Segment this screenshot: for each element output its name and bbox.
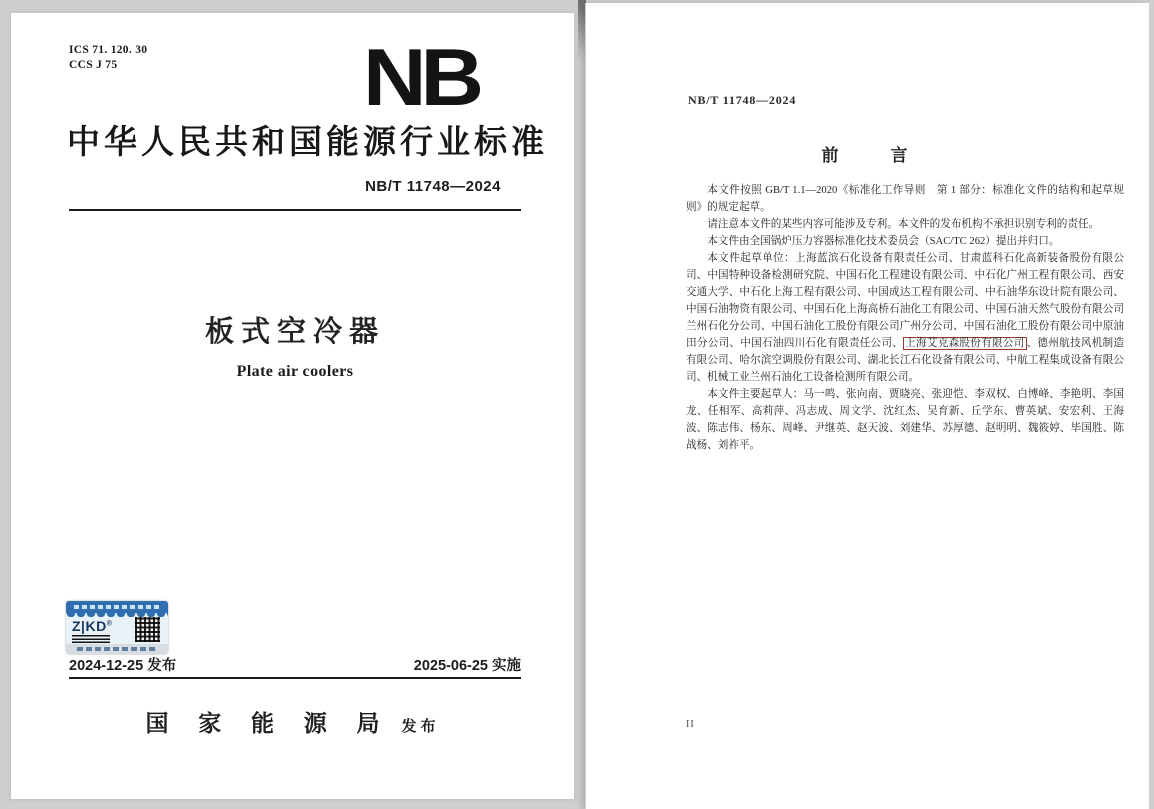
paragraph-patent-notice: 请注意本文件的某些内容可能涉及专利。本文件的发布机构不承担识别专利的责任。	[707, 219, 1100, 230]
implementation-date: 2025-06-25 实施	[413, 658, 521, 674]
paragraph-drafting-rules: 本文件按照 GB/T 1.1—2020《标准化工作导则 第 1 部分：标准化文件的结构和起草规则》的规定起草。	[686, 185, 1124, 213]
drafting-units-before: 本文件起草单位：上海蓝滨石化设备有限责任公司、甘肃蓝科石化高新装备股份有限公司、中国特种设备检测研究院、中国石化工程建设有限公司、中石化广州工程有限公司、西安交通大学、中石化上海工程有限公司、中国成达工程有限公司、中石油华东设计院有限公司、中国石油物资有限公司、中国石化上海高桥石油化工有限公司、中国石油天然气股份有限公司兰州石化分公司、中国石油化工股份有限公司广州分公司、中国石油化工股份有限公司中原油田分公司、中国石油四川石化有限责任公司、	[686, 253, 1124, 349]
document-title-chinese: 板式空冷器	[204, 316, 385, 348]
issuer-row	[11, 705, 574, 738]
registered-mark: ®	[106, 620, 113, 628]
paragraph-committee: 本文件由全国锅炉压力容器标准化技术委员会（SAC/TC 262）提出并归口。	[707, 236, 1060, 247]
paragraph-drafting-units	[686, 250, 1124, 386]
cover-page	[10, 12, 575, 800]
ics-code: ICS 71. 120. 30	[69, 44, 148, 56]
issue-date: 2024-12-25 发布	[69, 658, 177, 674]
badge-fine-print	[74, 605, 160, 609]
cover-top-rule	[69, 209, 521, 211]
badge-body	[66, 617, 168, 644]
badge-bottom-fine-print	[77, 647, 157, 651]
foreword-heading: 前 言	[821, 146, 914, 165]
badge-top-band	[66, 601, 168, 613]
cover-bottom-rule	[69, 677, 521, 679]
qr-code-icon	[135, 617, 160, 642]
classification-codes	[69, 43, 147, 73]
issuer-suffix: 发布	[401, 719, 440, 735]
badge-brand-label: Z|KD	[72, 618, 107, 634]
foreword-body	[686, 182, 1124, 454]
barcode-icon	[72, 634, 110, 643]
paragraph-drafters: 本文件主要起草人：马一鸣、张向南、贾晓亮、张迎恺、李双权、白博峰、李艳明、李国龙、任相军、高莉萍、冯志成、周文学、沈红杰、吴育新、丘学东、曹英斌、安宏利、王海波、陈志伟、杨东、周峰、尹继英、赵天波、刘建华、苏厚德、赵明明、魏筱婷、毕国胜、陈战杨、刘祚平。	[686, 389, 1124, 451]
issuer-name: 国 家 能 源 局	[145, 711, 392, 736]
badge-brand-text	[72, 618, 112, 634]
anti-counterfeit-badge	[66, 601, 168, 654]
nb-standard-logo: NB	[363, 31, 479, 123]
ccs-code: CCS J 75	[69, 59, 118, 71]
badge-bottom-band	[66, 644, 168, 654]
page-number: II	[686, 719, 695, 730]
drafting-units-after: 、德州航技风机制造有限公司、哈尔滨空调股份有限公司、湖北长江石化设备有限公司、中航工程集成设备有限公司、机械工业兰州石油化工设备检测所有限公司。	[686, 338, 1125, 383]
highlighted-company-box: 上海艾克森股份有限公司	[905, 338, 1025, 349]
page-header-standard-number: NB/T 11748—2024	[688, 93, 797, 107]
document-title-english: Plate air coolers	[236, 363, 354, 380]
standard-number: NB/T 11748—2024	[365, 178, 501, 195]
standard-series-title: 中华人民共和国能源行业标准	[67, 125, 548, 161]
dates-row	[69, 654, 521, 675]
foreword-page	[585, 3, 1149, 809]
